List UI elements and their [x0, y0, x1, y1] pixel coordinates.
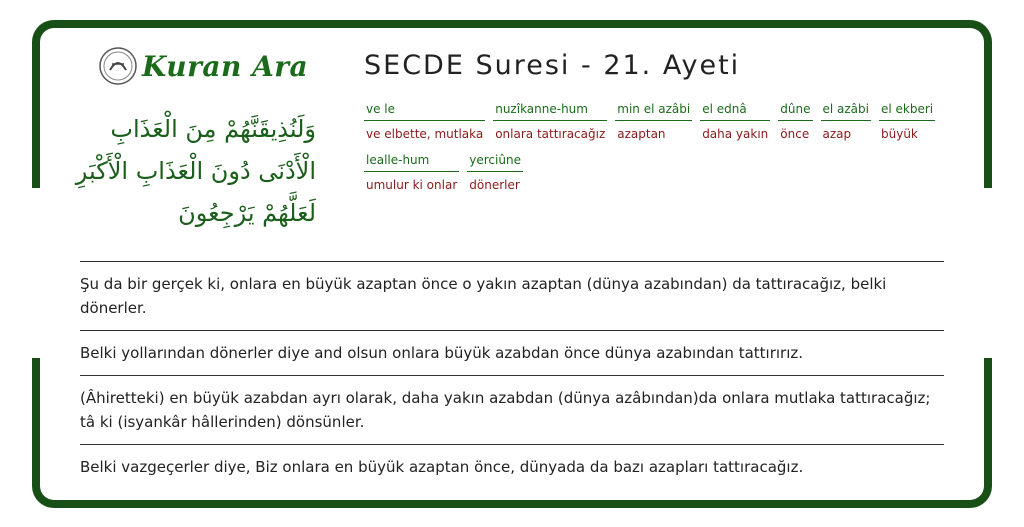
word-item[interactable]: [615, 100, 692, 141]
word-item[interactable]: [821, 100, 872, 141]
word-item[interactable]: [364, 151, 459, 192]
word-latin: yerciûne: [467, 151, 523, 172]
arabic-verse: وَلَنُذِيقَنَّهُمْ مِنَ الْعَذَابِ الْأَدْنَى دُونَ الْعَذَابِ الْأَكْبَرِ لَعَلَّهُمْ يَرْجِعُونَ: [75, 115, 316, 227]
word-item[interactable]: [700, 100, 770, 141]
word-latin: lealle-hum: [364, 151, 459, 172]
word-latin: el azâbi: [821, 100, 872, 121]
word-meaning: azap: [822, 127, 852, 141]
word-item[interactable]: [364, 100, 485, 141]
word-meaning: dönerler: [469, 178, 520, 192]
word-meaning: onlara tattıracağız: [495, 127, 606, 141]
translation-item: Belki yollarından dönerler diye and olsun onlara büyük azabdan önce dünya azabından tattırırız.: [80, 330, 944, 375]
word-latin: ve le: [364, 100, 485, 121]
logo-link[interactable]: [98, 46, 308, 86]
translation-item: Şu da bir gerçek ki, onlara en büyük azaptan önce o yakın azaptan (dünya azabından) da tattıracağız, belki dönerler.: [80, 261, 944, 330]
page-title: SECDE Suresi - 21. Ayeti: [364, 50, 741, 81]
word-item[interactable]: [778, 100, 812, 141]
word-item[interactable]: [467, 151, 523, 192]
word-latin: el ekberi: [879, 100, 935, 121]
word-latin: min el azâbi: [615, 100, 692, 121]
word-meaning: önce: [780, 127, 810, 141]
translations-list: [80, 261, 944, 489]
translation-item: Belki vazgeçerler diye, Biz onlara en büyük azaptan önce, dünyada da bazı azapları tattıracağız.: [80, 444, 944, 489]
word-by-word-list: [364, 100, 964, 192]
word-meaning: azaptan: [617, 127, 666, 141]
word-meaning: daha yakın: [702, 127, 769, 141]
word-item[interactable]: [493, 100, 607, 141]
word-meaning: büyük: [881, 127, 918, 141]
word-latin: el ednâ: [700, 100, 770, 121]
word-meaning: umulur ki onlar: [366, 178, 458, 192]
logo-text: Kuran Ara: [142, 49, 309, 83]
word-meaning: ve elbette, mutlaka: [366, 127, 484, 141]
word-item[interactable]: [879, 100, 935, 141]
word-latin: nuzîkanne-hum: [493, 100, 607, 121]
quran-emblem-icon: [98, 46, 138, 86]
word-latin: dûne: [778, 100, 812, 121]
translation-item: (Âhiretteki) en büyük azabdan ayrı olarak, daha yakın azabdan (dünya azâbından)da onlara mutlaka tattıracağız; tâ ki (isyankâr hâllerinden) dönsünler.: [80, 375, 944, 444]
